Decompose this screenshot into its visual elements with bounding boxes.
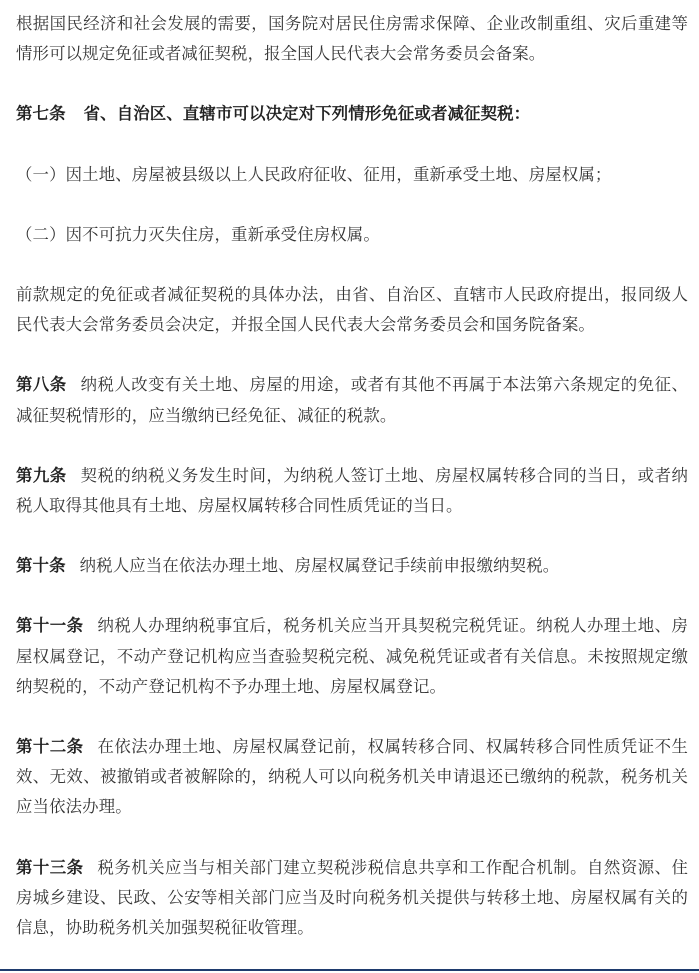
- article-7-heading: 省、自治区、直辖市可以决定对下列情形免征或者减征契税：: [83, 104, 531, 124]
- article-body: [16, 9, 688, 973]
- article-11: [16, 611, 688, 702]
- article-9: [16, 461, 688, 521]
- article-8-text: 纳税人改变有关土地、房屋的用途，或者有其他不再属于本法第六条规定的免征、减征契税情形的，应当缴纳已经免征、减征的税款。: [16, 375, 688, 425]
- article-11-label: 第十一条: [16, 616, 84, 636]
- article-10: [16, 551, 688, 581]
- article-13-text: 税务机关应当与相关部门建立契税涉税信息共享和工作配合机制。自然资源、住房城乡建设、民政、公安等相关部门应当及时向税务机关提供与转移土地、房屋权属有关的信息，协助税务机关加强契税征收管理。: [16, 857, 688, 938]
- article-13-label: 第十三条: [16, 857, 84, 877]
- article-9-label: 第九条: [16, 465, 67, 485]
- list-item-1: （一）因土地、房屋被县级以上人民政府征收、征用，重新承受土地、房屋权属；: [16, 164, 612, 184]
- article-12: [16, 732, 688, 823]
- article-10-text: 纳税人应当在依法办理土地、房屋权属登记手续前申报缴纳契税。: [79, 556, 560, 576]
- article-13: [16, 853, 688, 944]
- article-8: [16, 370, 688, 430]
- article-7-label: 第七条: [16, 104, 66, 124]
- article-12-text: 在依法办理土地、房屋权属登记前，权属转移合同、权属转移合同性质凭证不生效、无效、被撤销或者被解除的，纳税人可以向税务机关申请退还已缴纳的税款，税务机关应当依法办理。: [16, 737, 688, 817]
- paragraph-intro: 根据国民经济和社会发展的需要，国务院对居民住房需求保障、企业改制重组、灾后重建等情形可以规定免征或者减征契税，报全国人民代表大会常务委员会备案。: [16, 14, 688, 64]
- article-11-text: 纳税人办理纳税事宜后，税务机关应当开具契税完税凭证。纳税人办理土地、房屋权属登记，不动产登记机构应当查验契税完税、减免税凭证或者有关信息。未按照规定缴纳契税的，不动产登记机构不予办理土地、房屋权属登记。: [16, 616, 688, 696]
- article-10-label: 第十条: [16, 556, 66, 576]
- article-12-label: 第十二条: [16, 737, 84, 757]
- article-7: [16, 99, 688, 129]
- list-item-2: （二）因不可抗力灭失住房，重新承受住房权属。: [16, 224, 380, 244]
- article-9-text: 契税的纳税义务发生时间，为纳税人签订土地、房屋权属转移合同的当日，或者纳税人取得其他具有土地、房屋权属转移合同性质凭证的当日。: [16, 465, 688, 516]
- article-8-label: 第八条: [16, 375, 67, 395]
- paragraph-implementation: 前款规定的免征或者减征契税的具体办法，由省、自治区、直辖市人民政府提出，报同级人民代表大会常务委员会决定，并报全国人民代表大会常务委员会和国务院备案。: [16, 285, 688, 335]
